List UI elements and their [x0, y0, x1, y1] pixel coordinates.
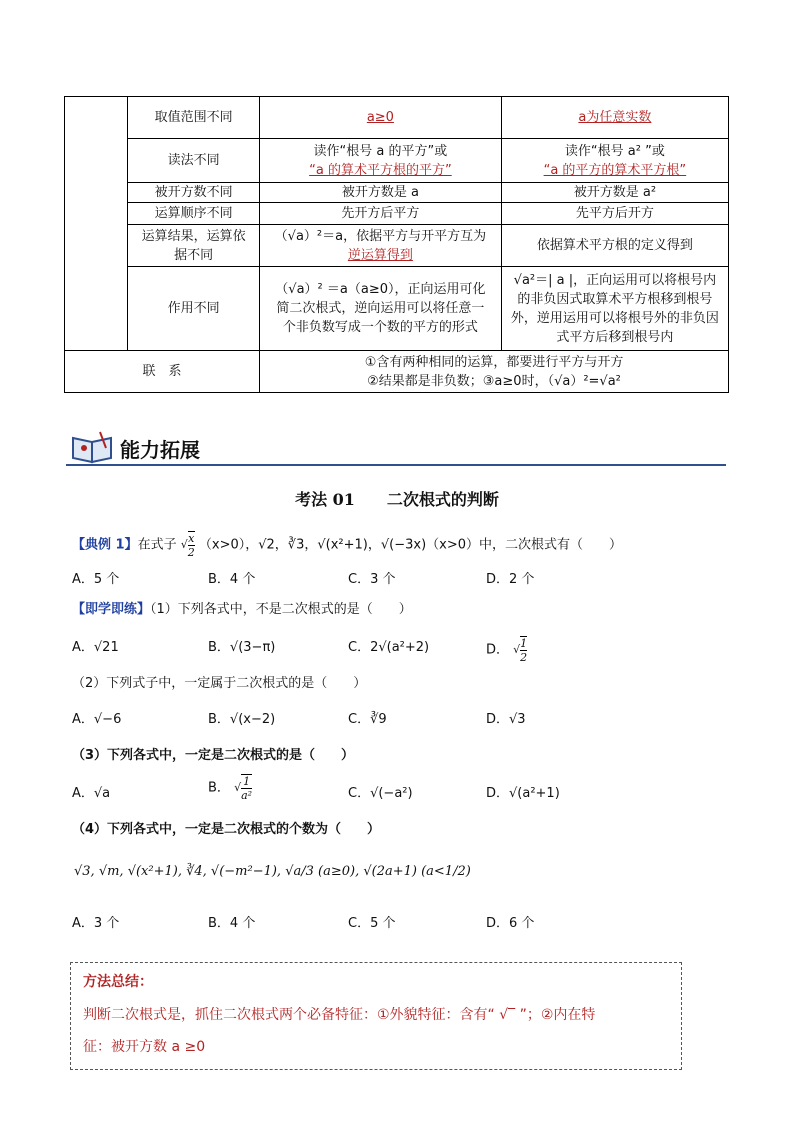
table-cell-left: （√a）² ＝a（a≥0），正向运用可化 简二次根式，逆向运用可以将任意一 个非负数写成一个数的平方的形式	[260, 267, 502, 351]
q4-option-b: B．4 个	[208, 916, 256, 931]
option-d: D．2 个	[486, 572, 535, 587]
q2-option-c: C．∛9	[348, 712, 387, 727]
q3-option-c: C．√(−a²)	[348, 786, 413, 801]
table-row-label: 作用不同	[128, 267, 260, 351]
sqrt-x-over-2: √ $\frac{x}{2}$	[180, 532, 195, 559]
table-link-label: 联 系	[65, 351, 260, 393]
q2-option-b: B．√(x−2)	[208, 712, 276, 727]
section-divider	[66, 464, 726, 466]
q3-option-a: A．√a	[72, 786, 111, 801]
q3-option-b: B． √ $\frac{1}{\text{a²}}$	[208, 775, 253, 802]
table-cell-left: （√a）²＝a，依据平方与开平方互为 逆运算得到	[260, 225, 502, 267]
q2-option-a: A．√−6	[72, 712, 122, 727]
sqrt-one-over-a2: √ $\frac{1}{\text{a²}}$	[234, 775, 253, 802]
table-row-label: 被开方数不同	[128, 183, 260, 203]
method-summary-box	[70, 962, 682, 1070]
q4-expression: √3, √m, √(x²+1), ∛4, √(−m²−1), √a/3 (a≥0), √(2a+1) (a<1/2)	[74, 864, 471, 879]
practice-q2: （2）下列式子中，一定属于二次根式的是（ ）	[72, 676, 367, 691]
example-question: 【典例 1】在式子 √ $\frac{x}{2}$ （x>0），√2，∛3，√(x²+1)，√(−3x)（x>0）中，二次根式有（ ）	[72, 532, 622, 559]
option-b: B．4 个	[208, 572, 256, 587]
table-cell-right: 读作“根号 a² ”或 “a 的平方的算术平方根”	[501, 139, 728, 183]
comparison-table	[64, 96, 729, 393]
sqrt-half: √ $\frac{1}{2}$	[513, 637, 528, 664]
method-title: 方法总结：	[83, 974, 153, 990]
q1-option-c: C．2√(a²+2)	[348, 640, 430, 655]
table-cell-left: 读作“根号 a 的平方”或 “a 的算术平方根的平方”	[260, 139, 502, 183]
q4-option-a: A．3 个	[72, 916, 120, 931]
table-cell-right: 先平方后开方	[501, 203, 728, 225]
option-c: C．3 个	[348, 572, 396, 587]
q1-option-b: B．√(3−π)	[208, 640, 276, 655]
kaofa-title: 考法 01 二次根式的判断	[295, 490, 499, 509]
table-row-label: 运算结果，运算依 据不同	[128, 225, 260, 267]
table-cell-right: a为任意实数	[501, 97, 728, 139]
section-header	[66, 426, 726, 470]
table-row-label: 读法不同	[128, 139, 260, 183]
practice-q1: 【即学即练】（1）下列各式中，不是二次根式的是（ ）	[72, 602, 412, 617]
section-title: 能力拓展	[120, 438, 200, 462]
book-icon	[70, 430, 116, 464]
method-body: 判断二次根式是，抓住二次根式两个必备特征：①外貌特征：含有“ √‾ ”；②内在特 征：被开方数 a ≥0	[83, 1007, 596, 1055]
table-cell-left: 先开方后平方	[260, 203, 502, 225]
practice-q3: （3）下列各式中，一定是二次根式的是（ ）	[72, 748, 355, 763]
q1-option-d: D． √ $\frac{1}{2}$	[486, 637, 528, 664]
q3-option-d: D．√(a²+1)	[486, 786, 560, 801]
table-cell-right: √a²＝| a |，正向运用可以将根号内 的非负因式取算术平方根移到根号 外，逆用运用可以将根号外的非负因 式平方后移到根号内	[501, 267, 728, 351]
table-row-label: 运算顺序不同	[128, 203, 260, 225]
q4-option-d: D．6 个	[486, 916, 535, 931]
table-cell-left: 被开方数是 a	[260, 183, 502, 203]
table-cell-right: 依据算术平方根的定义得到	[501, 225, 728, 267]
practice-q4: （4）下列各式中，一定是二次根式的个数为（ ）	[72, 822, 381, 837]
q4-option-c: C．5 个	[348, 916, 396, 931]
table-cell-left: a≥0	[260, 97, 502, 139]
q1-option-a: A．√21	[72, 640, 119, 655]
table-cell-right: 被开方数是 a²	[501, 183, 728, 203]
q2-option-d: D．√3	[486, 712, 526, 727]
option-a: A．5 个	[72, 572, 120, 587]
table-row-label: 取值范围不同	[128, 97, 260, 139]
table-left-blank	[65, 97, 128, 351]
table-link-content: ①含有两种相同的运算，都要进行平方与开方 ②结果都是非负数；③a≥0时，（√a）²=√a²	[260, 351, 729, 393]
